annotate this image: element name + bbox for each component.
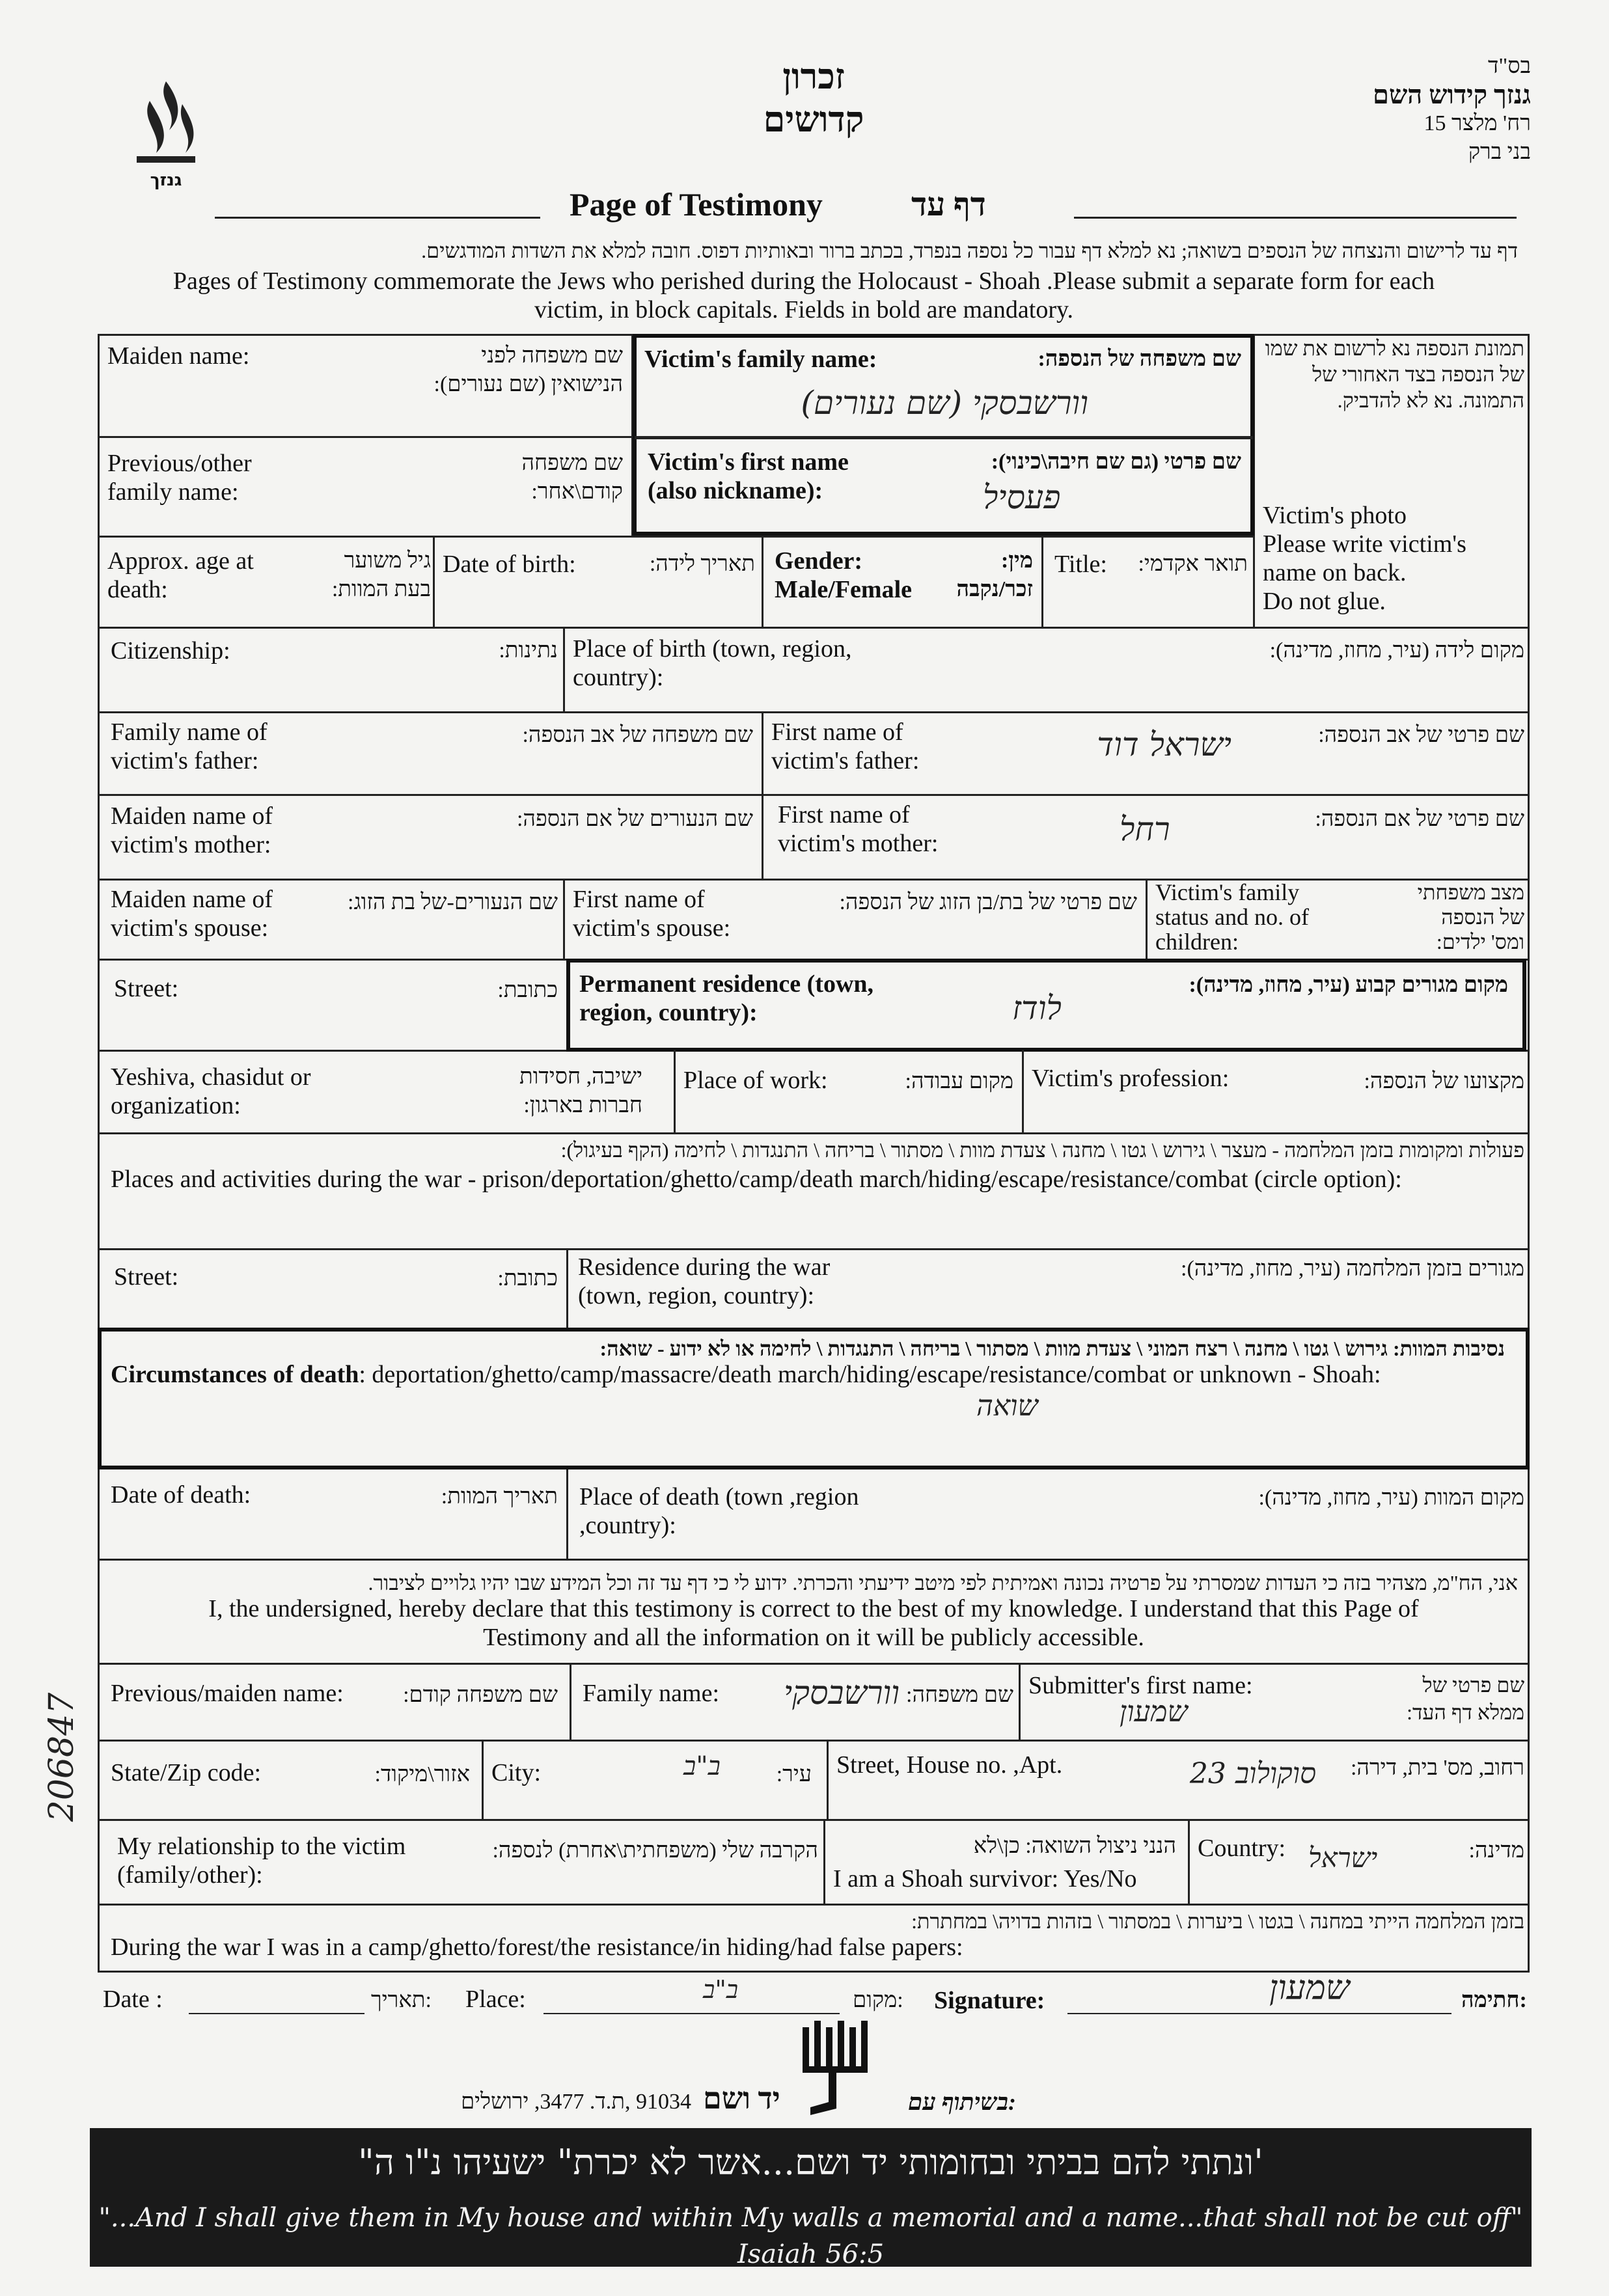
date-label: Date : bbox=[103, 1986, 163, 2013]
declaration-en-line-2: Testimony and all the information on it will be publicly accessible. bbox=[483, 1624, 1144, 1651]
photo-instructions-en bbox=[1263, 501, 1523, 616]
country-value[interactable]: ישראל bbox=[1308, 1842, 1378, 1874]
submitter-first-name-label-he: שם פרטי של ממלא דף העד: bbox=[1407, 1673, 1524, 1724]
profession-label: Victim's profession: bbox=[1032, 1065, 1230, 1092]
memorial-title-line-1: זכרון bbox=[782, 57, 845, 96]
permanent-residence-label-he: מקום מגורים קבוע (עיר, מחוז, מדינה): bbox=[1189, 973, 1508, 997]
father-family-name-label: Family name of victim's father: bbox=[111, 718, 268, 774]
intro-english-line-2: victim, in block capitals. Fields in bold are mandatory. bbox=[534, 296, 1074, 323]
submitter-family-name-value[interactable]: וורשבסקי bbox=[784, 1674, 900, 1712]
mother-first-name-label: First name of victim's mother: bbox=[778, 801, 939, 857]
intro-hebrew: דף עד לרישום והנצחה של הנספים בשואה; נא למלא דף עבור כל נספה בנפרד, בכתב ברור ובאותיות דפוס. חובה למלא את השדות המודגשים. bbox=[421, 239, 1518, 262]
place-of-birth-label: Place of birth (town, region, country): bbox=[573, 635, 852, 691]
place-label-he: מקום: bbox=[853, 1988, 903, 2012]
signature-label: Signature: bbox=[934, 1987, 1045, 2014]
survivor-label: I am a Shoah survivor: Yes/No bbox=[833, 1865, 1137, 1893]
father-first-name-value[interactable]: ישראל דוד bbox=[1097, 726, 1231, 763]
quote-english: "...And I shall give them in My house and within My walls a memorial and a name...that shall not be cut off" Isaiah 56:5 bbox=[98, 2203, 1523, 2269]
submitter-street-label: Street, House no. ,Apt. bbox=[836, 1751, 1063, 1779]
quote-hebrew: "ונתתי להם בביתי ובחומותי יד ושם...אשר לא יכרת" ישעיהו נ"ו ה' bbox=[358, 2142, 1263, 2183]
place-of-birth-label-he: מקום לידה (עיר, מחוז, מדינה): bbox=[1269, 638, 1524, 663]
quote-banner bbox=[90, 2128, 1532, 2267]
yad-vashem-name: יד ושם bbox=[703, 2082, 780, 2115]
title-label-he: תואר אקדמי: bbox=[1138, 552, 1248, 576]
submitter-street-value[interactable]: סוקולוב 23 bbox=[1189, 1757, 1316, 1790]
spouse-first-name-label-he: שם פרטי של בת/בן הזוג של הנספה: bbox=[839, 890, 1137, 914]
gender-label-he: מין: זכר/נקבה bbox=[956, 549, 1033, 601]
header-address bbox=[1205, 52, 1531, 167]
country-label-he: מדינה: bbox=[1468, 1838, 1524, 1863]
zip-label: State/Zip code: bbox=[111, 1759, 262, 1786]
circumstances-en-options: : deportation/ghetto/camp/massacre/death march/hiding/escape/resistance/combat or unknown - Shoah: bbox=[359, 1361, 1381, 1388]
relationship-label: My relationship to the victim (family/other): bbox=[117, 1833, 406, 1889]
submitter-street-label-he: רחוב, מס' בית, דירה: bbox=[1350, 1756, 1524, 1780]
survivor-label-he: הנני ניצול השואה: כן\לא bbox=[973, 1834, 1176, 1858]
victim-family-name-label: Victim's family name: bbox=[644, 346, 877, 373]
maiden-name-label: Maiden name: bbox=[107, 342, 250, 370]
place-of-death-label-he: מקום המוות (עיר, מחוז, מדינה): bbox=[1258, 1486, 1524, 1510]
city-label-he: עיר: bbox=[776, 1762, 812, 1786]
zip-label-he: אזור\מיקוד: bbox=[374, 1762, 470, 1786]
profession-label-he: מקצועו של הנספה: bbox=[1364, 1069, 1524, 1093]
place-of-work-label: Place of work: bbox=[683, 1067, 828, 1094]
place-of-work-label-he: מקום עבודה: bbox=[905, 1069, 1013, 1093]
circumstances-en-label: Circumstances of death bbox=[111, 1361, 359, 1388]
signature-value[interactable]: שמעון bbox=[1269, 1969, 1350, 2008]
submitter-first-name-label: Submitter's first name: bbox=[1028, 1672, 1253, 1699]
date-label-he: תאריך: bbox=[371, 1988, 432, 2012]
dob-label: Date of birth: bbox=[443, 551, 576, 578]
memorial-title-line-2: קדושים bbox=[763, 100, 864, 139]
submitter-previous-name-label-he: שם משפחה קודם: bbox=[403, 1683, 558, 1707]
father-family-name-label-he: שם משפחה של אב הנספה: bbox=[522, 723, 753, 747]
declaration-en bbox=[98, 1594, 1530, 1652]
mother-maiden-name-label-he: שם הנעורים של אם הנספה: bbox=[516, 807, 753, 831]
father-first-name-label-he: שם פרטי של אב הנספה: bbox=[1318, 723, 1524, 747]
approx-age-label-he: גיל משוער בעת המוות: bbox=[331, 549, 431, 601]
header-line-2: גנזך קידוש השם bbox=[1373, 80, 1531, 109]
dob-label-he: תאריך לידה: bbox=[649, 552, 755, 576]
photo-line-3: name on back. bbox=[1263, 559, 1407, 586]
yeshiva-label: Yeshiva, chasidut or organization: bbox=[111, 1063, 311, 1119]
permanent-residence-value[interactable]: לודז bbox=[1012, 989, 1062, 1027]
city-label: City: bbox=[491, 1759, 542, 1786]
submitter-family-name-label: Family name: bbox=[583, 1680, 720, 1707]
street-label-he: כתובת: bbox=[497, 978, 558, 1002]
war-street-label-he: כתובת: bbox=[497, 1266, 558, 1291]
victim-family-name-value[interactable]: וורשבסקי (שם נעורים) bbox=[801, 384, 1088, 422]
intro-english-line-1: Pages of Testimony commemorate the Jews who perished during the Holocaust - Shoah .Please submit a separate form for each bbox=[172, 267, 1435, 295]
page-title-he: דף עד bbox=[911, 186, 986, 223]
archive-logo bbox=[117, 75, 215, 198]
declaration-en-line-1: I, the undersigned, hereby declare that this testimony is correct to the best of my knowledge. I understand that this Page of bbox=[208, 1595, 1419, 1622]
signature-label-he: חתימה: bbox=[1461, 1988, 1527, 2012]
circumstances-value[interactable]: שואה bbox=[976, 1389, 1038, 1423]
spouse-maiden-name-label: Maiden name of victim's spouse: bbox=[111, 886, 273, 942]
submitter-previous-name-label: Previous/maiden name: bbox=[111, 1680, 344, 1707]
yad-vashem-address: 91034 ,ת.ד. 3477, ירושלים bbox=[460, 2090, 691, 2114]
logo-lettering: גנזך bbox=[150, 171, 182, 190]
gender-label: Gender: Male/Female bbox=[775, 547, 913, 603]
mother-maiden-name-label: Maiden name of victim's mother: bbox=[111, 802, 273, 858]
photo-line-2: Please write victim's bbox=[1263, 530, 1466, 558]
yeshiva-label-he: ישיבה, חסידות חברות בארגון: bbox=[519, 1065, 642, 1117]
intro-english bbox=[78, 267, 1530, 324]
victim-first-name-value[interactable]: פעסיל bbox=[983, 478, 1061, 516]
spouse-first-name-label: First name of victim's spouse: bbox=[573, 886, 731, 942]
place-value[interactable]: ב"ב bbox=[703, 1975, 739, 2004]
war-street-label: Street: bbox=[114, 1263, 179, 1291]
mother-first-name-value[interactable]: רחל bbox=[1120, 810, 1170, 848]
citizenship-label: Citizenship: bbox=[111, 637, 230, 664]
margin-registration-number: 206847 bbox=[42, 1692, 81, 1822]
places-activities-he: פעולות ומקומות בזמן המלחמה - מעצר \ גירוש \ גטו \ מחנה \ צעדת מוות \ מסתור \ בריחה \ התנגדות \ לחימה (הקף בעיגול): bbox=[560, 1138, 1524, 1162]
street-label: Street: bbox=[114, 975, 179, 1002]
family-status-label: Victim's family status and no. of children: bbox=[1155, 879, 1309, 955]
title-label: Title: bbox=[1054, 551, 1107, 578]
war-residence-label: Residence during the war (town, region, country): bbox=[578, 1253, 831, 1309]
photo-line-4: Do not glue. bbox=[1263, 588, 1386, 615]
war-residence-label-he: מגורים בזמן המלחמה (עיר, מחוז, מדינה): bbox=[1181, 1257, 1524, 1281]
victim-family-name-label-he: שם משפחה של הנספה: bbox=[1038, 347, 1241, 371]
citizenship-label-he: נתינות: bbox=[499, 638, 558, 663]
partnership-label: בשיתוף עם: bbox=[908, 2089, 1016, 2115]
date-of-death-label: Date of death: bbox=[111, 1481, 251, 1509]
memorial-title bbox=[716, 55, 911, 141]
yad-vashem-logo bbox=[797, 2017, 882, 2122]
war-status-he: בזמן המלחמה הייתי במחנה \ בגטו \ ביערות \ במסתור \ בזהות בדויה\ במחתרת: bbox=[911, 1909, 1524, 1933]
city-value[interactable]: ב"ב bbox=[683, 1751, 721, 1781]
header-line-3: רח' מלצר 15 bbox=[1423, 111, 1531, 135]
places-activities-en: Places and activities during the war - prison/deportation/ghetto/camp/death march/hiding/escape/resistance/combat (circle option): bbox=[111, 1166, 1402, 1193]
place-of-death-label: Place of death (town ,region ,country): bbox=[579, 1483, 859, 1539]
submitter-family-name-label-he: שם משפחה: bbox=[906, 1683, 1013, 1707]
relationship-label-he: הקרבה שלי (משפחתית\אחרת) לנספה: bbox=[492, 1838, 818, 1863]
maiden-name-label-he: שם משפחה לפני הנישואין (שם נעורים): bbox=[433, 344, 623, 396]
permanent-residence-label: Permanent residence (town, region, country): bbox=[579, 970, 874, 1026]
page-title-en: Page of Testimony bbox=[570, 186, 823, 223]
submitter-first-name-value[interactable]: שמעון bbox=[1120, 1695, 1188, 1729]
approx-age-label: Approx. age at death: bbox=[107, 547, 254, 603]
declaration-he: אני, הח"מ, מצהיר בזה כי העדות שמסרתי על פרטיה נכונה ואמיתית לפי מיטב ידיעתי והכרתי. ידוע לי כי דף עד זה וכל המידע שבו יהיו גלויים לציבור. bbox=[368, 1571, 1518, 1594]
father-first-name-label: First name of victim's father: bbox=[771, 718, 920, 774]
victim-first-name-label: Victim's first name (also nickname): bbox=[648, 448, 849, 504]
header-line-4: בני ברק bbox=[1468, 140, 1531, 164]
spouse-maiden-name-label-he: שם הנעורים-של בת הזוג: bbox=[348, 890, 558, 914]
place-label: Place: bbox=[465, 1986, 526, 2013]
previous-family-name-label: Previous/other family name: bbox=[107, 450, 252, 506]
circumstances-he: נסיבות המוות: גירוש \ גטו \ מחנה \ רצח המוני \ צעדת מוות \ מסתור \ בריחה \ התנגדות \ לחימה או לא ידוע - שואה: bbox=[599, 1337, 1505, 1360]
photo-line-1: Victim's photo bbox=[1263, 502, 1407, 529]
country-label: Country: bbox=[1198, 1835, 1286, 1862]
mother-first-name-label-he: שם פרטי של אם הנספה: bbox=[1315, 807, 1524, 831]
victim-first-name-label-he: שם פרטי (גם שם חיבה\כינוי): bbox=[991, 450, 1241, 474]
circumstances-en bbox=[111, 1360, 1523, 1389]
previous-family-name-label-he: שם משפחה קודם\אחר: bbox=[521, 451, 623, 504]
family-status-label-he: מצב משפחתי של הנספה ומס' ילדים: bbox=[1417, 881, 1524, 953]
photo-instructions-he: תמונת הנספה נא לרשום את שמו של הנספה בצד האחורי של התמונה. נא לא להדביק. bbox=[1265, 336, 1524, 412]
header-line-1: בס"ד bbox=[1488, 54, 1531, 78]
date-of-death-label-he: תאריך המוות: bbox=[441, 1484, 558, 1509]
war-status-en: During the war I was in a camp/ghetto/forest/the resistance/in hiding/had false papers: bbox=[111, 1934, 963, 1961]
